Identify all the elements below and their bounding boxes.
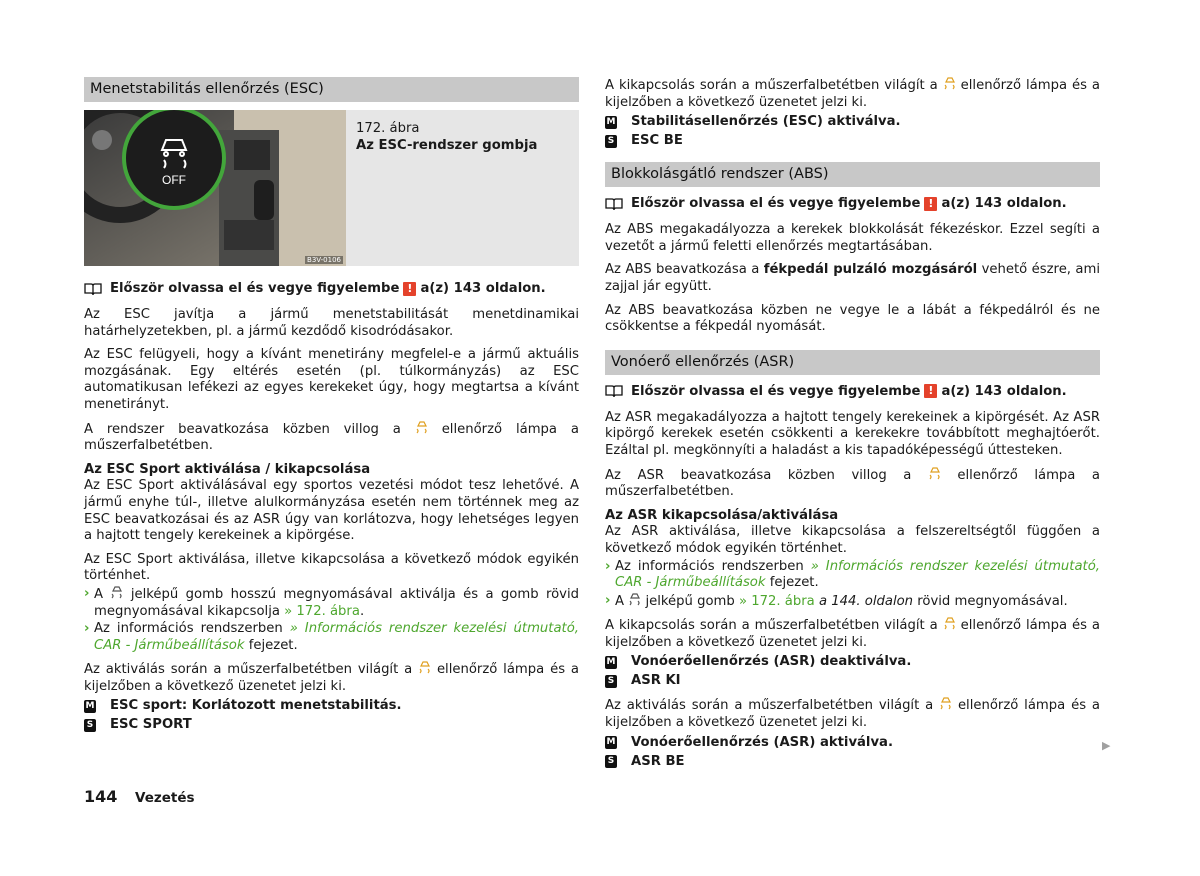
esc-button-symbol-icon [111, 586, 122, 599]
esc-sport-subheading: Az ESC Sport aktiválása / kikapcsolása [84, 461, 371, 477]
message-line: S ASR BE [605, 753, 1100, 771]
segment-display-icon: S [605, 675, 617, 688]
esc-button-photo [84, 110, 346, 266]
esc-lamp-icon [416, 421, 427, 434]
figure-link[interactable]: » 172. ábra [738, 593, 815, 609]
asr-paragraph-1: Az ASR megakadályozza a hajtott tengely kerekeinek a kipörgését. Az ASR kipörgő kerekek esetén csökkenti a kerekekre továbbított meghajtóerőt. Ezáltal pl. megkönnyíti a haladást a kis tapadóképességű úttesteken. [605, 409, 1100, 458]
figure-code: B3V-0106 [307, 256, 341, 264]
read-first-text: Először olvassa el és vegye figyelembe [110, 281, 400, 296]
asr-off-lamp-icon [944, 617, 955, 630]
abs-paragraph-3: Az ABS beavatkozása közben ne vegye le a lábát a fékpedálról és ne csökkentse a fékpedál nyomását. [605, 302, 1100, 335]
figure-title: Az ESC-rendszer gombja [356, 138, 538, 153]
esc-paragraph-2: Az ESC felügyeli, hogy a kívánt menetirány megfelel-e a jármű aktuális mozgásának. Egy eltérés esetén (pl. túlkormányzás) az ESC automatikusan lefékezi az egyes kerekeket úgy, hogy megtartsa a kívánt menetirányt. [84, 347, 579, 412]
asr-section-header: Vonóerő ellenőrzés (ASR) [605, 350, 1100, 375]
maxi-dot-icon: M [606, 116, 616, 127]
warning-icon: ! [924, 384, 937, 398]
book-icon [605, 198, 623, 210]
arrow-icon: › [84, 621, 90, 637]
list-item: › Az információs rendszerben » Információs rendszer kezelési útmutató, CAR - Járműbeállítások fejezet. [84, 621, 579, 653]
esc-paragraph-1: Az ESC javítja a jármű menetstabilitását menetdinamikai határhelyzetekben, pl. a jármű kezdődő kisodródásakor. [84, 307, 579, 339]
asr-subheading: Az ASR kikapcsolása/aktiválása [605, 507, 839, 523]
asr-off-lamp-icon [940, 697, 951, 710]
esc-deactivation-paragraph: A kikapcsolás során a műszerfalbetétben világít a ellenőrző lámpa és a kijelzőben a következő üzenetet jelzi ki. [605, 78, 1100, 110]
maxi-dot-icon: M [85, 700, 95, 711]
esc-off-lamp-icon [944, 77, 955, 90]
warning-icon: ! [403, 282, 416, 296]
esc-sport-modes: Az ESC Sport aktiválása, illetve kikapcsolása a következő módok egyikén történhet. [84, 551, 579, 584]
asr-paragraph-2: Az ASR beavatkozása közben villog a ellenőrző lámpa a műszerfalbetétben. [605, 467, 1100, 500]
esc-button-symbol-icon [629, 593, 640, 606]
arrow-icon: › [84, 585, 90, 601]
figure-link[interactable]: » 172. ábra [284, 603, 360, 619]
infotainment-link[interactable]: » Információs rendszer kezelési útmutató, CAR - Járműbeállítások [615, 558, 1100, 591]
message-line: M Stabilitásellenőrzés (ESC) aktiválva. [606, 114, 901, 130]
list-item: › A jelképű gomb hosszú megnyomásával aktiválja és a gomb rövid megnyomásával kikapcsolja » 172. ábra. [84, 585, 579, 619]
read-first-note [84, 280, 579, 297]
esc-paragraph-3: A rendszer beavatkozása közben villog a ellenőrző lámpa a műszerfalbetétben. [84, 421, 579, 454]
right-column [605, 77, 1100, 772]
figure-caption [346, 110, 537, 266]
asr-modes: Az ASR aktiválása, illetve kikapcsolása a felszereltségtől függően a következő módok egyikén történhet. [605, 524, 1100, 556]
next-page-arrow-icon[interactable]: ▶ [1102, 739, 1111, 752]
read-first-note: Először olvassa el és vegye figyelembe ! a(z) 143 oldalon. [605, 383, 1100, 400]
asr-activation-paragraph: Az aktiválás során a műszerfalbetétben világít a ellenőrző lámpa és a kijelzőben a következő üzenetet jelzi ki. [605, 698, 1101, 731]
segment-display-icon: S [605, 135, 617, 148]
esc-section-header: Menetstabilitás ellenőrzés (ESC) [84, 77, 579, 102]
infotainment-link[interactable]: » Információs rendszer kezelési útmutató, CAR - Járműbeállítások [94, 621, 579, 653]
book-icon [605, 385, 623, 397]
left-column [84, 77, 579, 735]
abs-paragraph-2: Az ABS beavatkozása a fékpedál pulzáló mozgásáról vehető észre, ami zajjal jár együtt. [605, 262, 1100, 294]
off-label: OFF [162, 173, 186, 187]
figure-172 [84, 110, 579, 266]
abs-paragraph-1: Az ABS megakadályozza a kerekek blokkolását fékezéskor. Ezzel segíti a vezetőt a jármű feletti ellenőrzés megtartásában. [605, 222, 1100, 254]
message-line: M Vonóerőellenőrzés (ASR) deaktiválva. [606, 654, 912, 670]
esc-lamp-icon [419, 661, 430, 674]
segment-display-icon: S [605, 755, 617, 768]
page-footer [84, 787, 195, 806]
asr-deactivation-paragraph: A kikapcsolás során a műszerfalbetétben világít a ellenőrző lámpa és a kijelzőben a következő üzenetet jelzi ki. [605, 618, 1100, 650]
read-first-note: Először olvassa el és vegye figyelembe ! a(z) 143 oldalon. [605, 195, 1100, 212]
chapter-name: Vezetés [134, 790, 195, 806]
figure-number: 172. ábra [356, 121, 420, 136]
book-icon [84, 283, 102, 295]
page-number: 144 [84, 787, 118, 806]
segment-display-icon: S [84, 719, 96, 732]
esc-sport-paragraph: Az ESC Sport aktiválásával egy sportos vezetési módot tesz lehetővé. A jármű enyhe túl-, illetve alulkormányzása esetén nem történnek meg az ESC beavatkozásai és az ASR úgy van korlátozva, hogy lehetséges legyen a hajtott tengely kerekeinek a kipörgése. [84, 478, 579, 544]
arrow-icon: › [605, 558, 611, 574]
abs-section-header: Blokkolásgátló rendszer (ABS) [605, 162, 1100, 187]
maxi-dot-icon: M [606, 737, 616, 748]
message-line: M ESC sport: Korlátozott menetstabilitás. [85, 698, 402, 714]
list-item: › Az információs rendszerben » Információs rendszer kezelési útmutató, CAR - Járműbeállítások fejezet. [605, 558, 1100, 591]
message-line: M Vonóerőellenőrzés (ASR) aktiválva. [606, 734, 893, 750]
message-line: S ESC BE [605, 132, 1100, 150]
read-first-page[interactable]: a(z) 143 oldalon. [420, 281, 546, 296]
maxi-dot-icon: M [606, 656, 616, 667]
message-line: S ASR KI [605, 672, 1100, 690]
asr-lamp-icon [929, 467, 940, 480]
warning-icon: ! [924, 197, 937, 211]
arrow-icon: › [605, 592, 611, 608]
esc-activation-paragraph: Az aktiválás során a műszerfalbetétben világít a ellenőrző lámpa és a kijelzőben a következő üzenetet jelzi ki. [84, 662, 580, 694]
message-line: S ESC SPORT [84, 716, 579, 734]
list-item: › A jelképű gomb » 172. ábra a 144. oldalon rövid megnyomásával. [605, 592, 1068, 609]
